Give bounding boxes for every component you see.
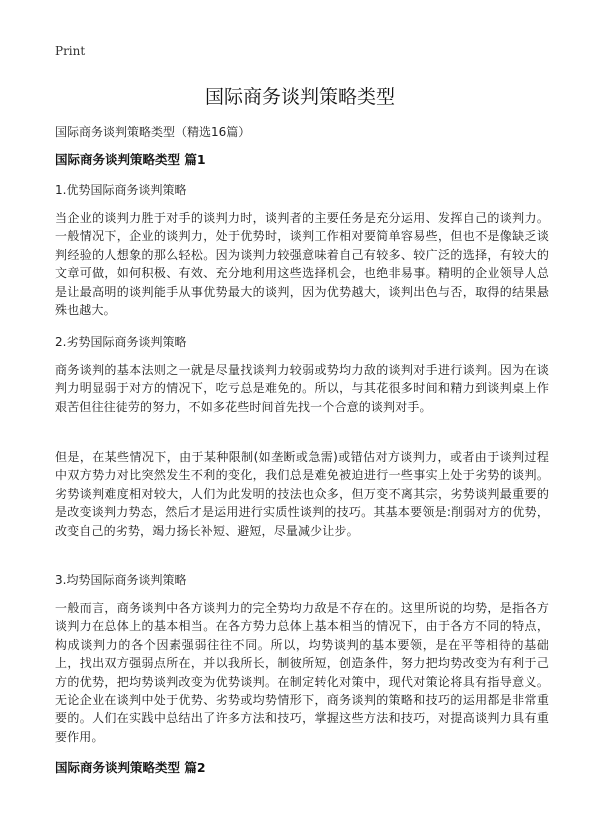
print-link[interactable]: Print [55,44,86,58]
paragraph: 当企业的谈判力胜于对手的谈判力时，谈判者的主要任务是充分运用、发挥自己的谈判力。一般情况下，企业的谈判力，处于优势时，谈判工作相对要简单容易些，但也不是像缺乏谈判经验的人想象的那么轻松。因为谈判力较强意味着自己有较多、较广泛的选择，有较大的文章可做，如何积极、有效、充分地利用这些选择机会，也绝非易事。精明的企业领导人总是让最高明的谈判能手从事优势最大的谈判，因为优势越大，谈判出色与否，取得的结果悬殊也越大。 [55,211,549,318]
section-title-2: 2.劣势国际商务谈判策略 [55,335,187,349]
paragraph: 商务谈判的基本法则之一就是尽量找谈判力较弱或势均力敌的谈判对手进行谈判。因为在谈判力明显弱于对方的情况下，吃亏总是难免的。所以，与其花很多时间和精力到谈判桌上作艰苦但往往徒劳的努力，不如多花些时间首先找一个合意的谈判对手。 [55,363,549,414]
article-heading-2: 国际商务谈判策略类型 篇2 [55,760,206,775]
document-title: 国际商务谈判策略类型 [204,86,395,108]
section-title-3: 3.均势国际商务谈判策略 [55,573,187,587]
paragraph: 但是，在某些情况下，由于某种限制(如垄断或急需)或错估对方谈判力，或者由于谈判过程中双方势力对比突然发生不利的变化，我们总是难免被迫进行一些事实上处于劣势的谈判。劣势谈判难度相对较大，人们为此发明的技法也众多，但万变不离其宗，劣势谈判最重要的是改变谈判力势态，然后才是运用进行实质性谈判的技巧。其基本要领是:削弱对方的优势，改变自己的劣势，竭力扬长补短、避短，尽量减少让步。 [55,450,549,538]
article-heading-1: 国际商务谈判策略类型 篇1 [55,152,206,167]
document-subtitle: 国际商务谈判策略类型（精选16篇） [55,125,251,139]
section-title-1: 1.优势国际商务谈判策略 [55,183,187,197]
paragraph: 一般而言，商务谈判中各方谈判力的完全势均力敌是不存在的。这里所说的均势，是指各方谈判力在总体上的基本相当。在各方势力总体上基本相当的情况下，由于各方不同的特点，构成谈判力的各个因素强弱往往不同。所以，均势谈判的基本要领，是在平等相待的基础上，找出双方强弱点所在，并以我所长，制彼所短，创造条件，努力把均势改变为有利于己方的优势，把均势谈判改变为优势谈判。在制定转化对策中，现代对策论将具有指导意义。无论企业在谈判中处于优势、劣势或均势情形下，商务谈判的策略和技巧的运用都是非常重要的。人们在实践中总结出了许多方法和技巧，掌握这些方法和技巧，对提高谈判力具有重要作用。 [55,601,549,744]
